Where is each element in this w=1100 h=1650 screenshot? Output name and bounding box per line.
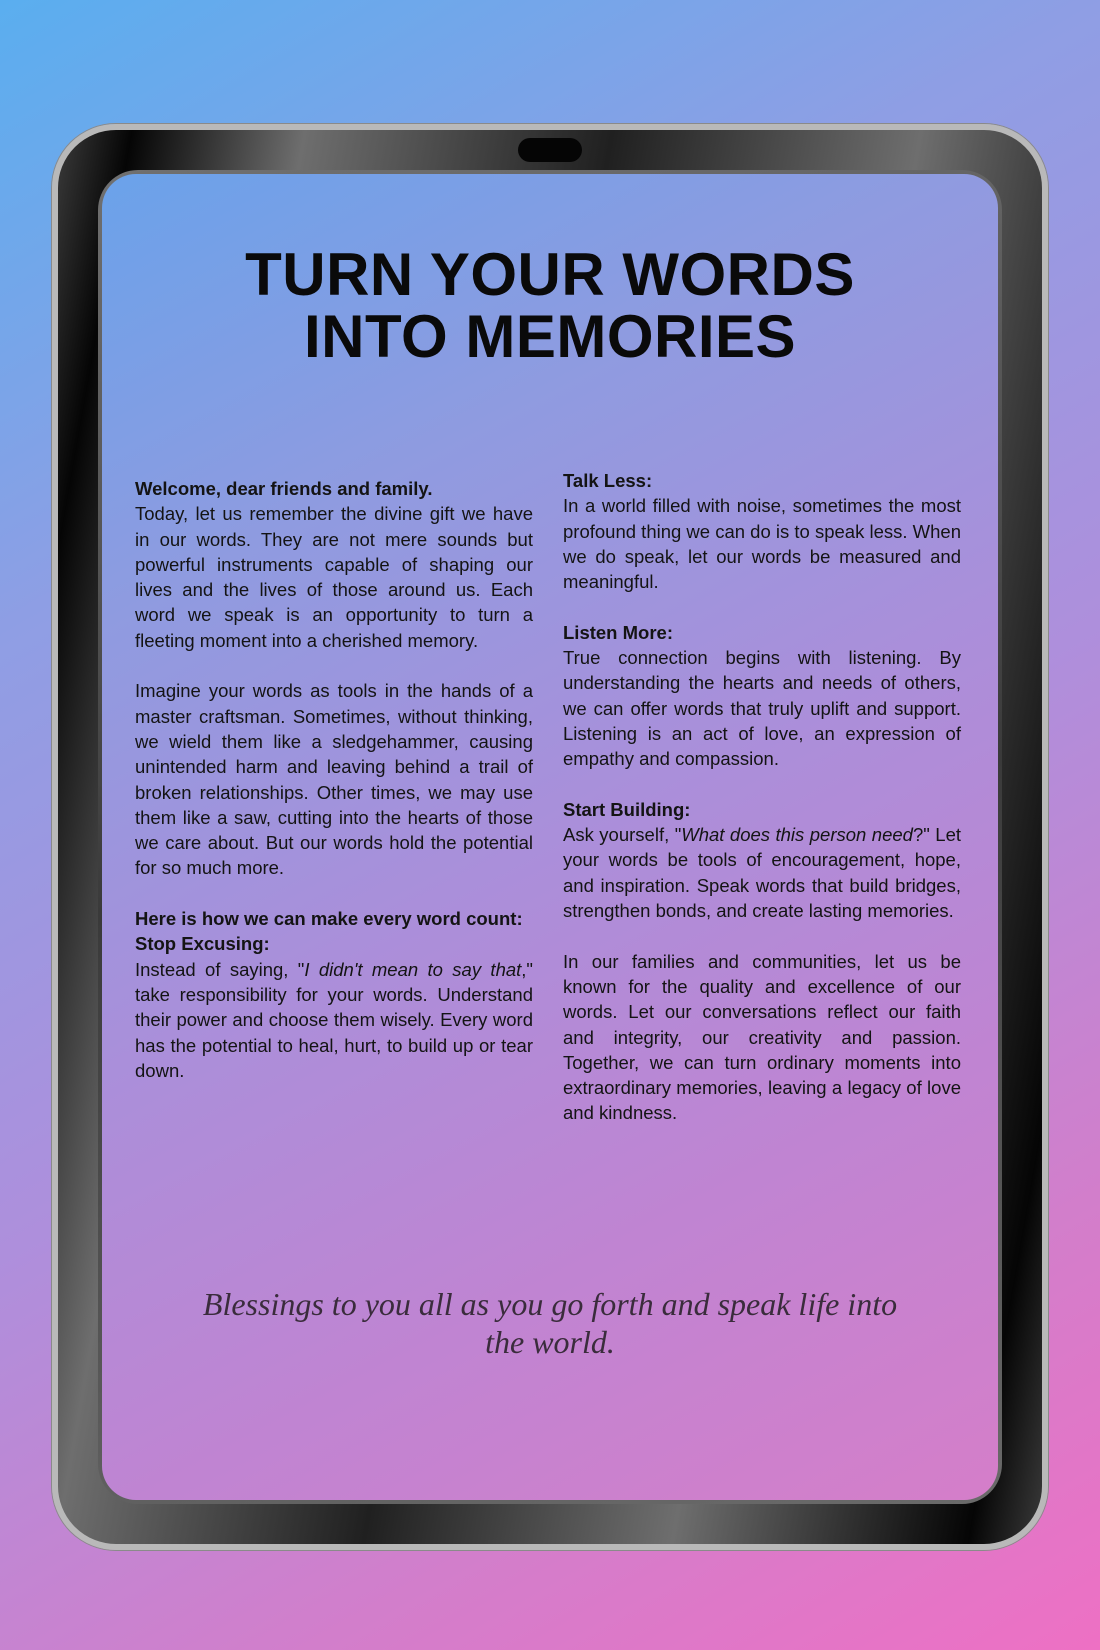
blessing-line-1: Blessings to you all as you go forth and speak life into: [202, 1286, 898, 1322]
title-line-1: TURN YOUR WORDS: [245, 241, 855, 308]
left-column: [135, 476, 533, 1083]
title-line-2: INTO MEMORIES: [303, 303, 797, 370]
blessing-line-2: the world.: [485, 1324, 615, 1360]
how-heading: Here is how we can make every word count:: [135, 908, 523, 930]
talk-less-heading: Talk Less:: [563, 470, 653, 491]
intro-paragraph: Today, let us remember the divine gift we have in our words. They are not mere sounds but powerful instruments capable of shaping our lives and the lives of those around us. Each word we speak is an opportunity to turn a fleeting moment into a cherished memory.: [135, 503, 533, 651]
welcome-heading: Welcome, dear friends and family.: [135, 478, 433, 499]
start-building-paragraph: Ask yourself, "What does this person need?" Let your words be tools of encouragement, hope, and inspiration. Speak words that build bridges, strengthen bonds, and create lasting memories.: [563, 824, 961, 922]
stop-excusing-heading: Stop Excusing:: [135, 933, 270, 955]
start-building-quote: What does this person need: [681, 824, 913, 846]
listen-more-heading: Listen More:: [563, 621, 673, 643]
talk-less-paragraph: In a world filled with noise, sometimes the most profound thing we can do is to speak less. When we do speak, let our words be measured and meaningful.: [563, 495, 961, 593]
camera-notch: [518, 138, 582, 162]
listen-more-paragraph: True connection begins with listening. By understanding the hearts and needs of others, we can offer words that truly uplift and support. Listening is an act of love, an expression of empathy and compassion.: [563, 647, 961, 770]
tablet-screen: [102, 174, 998, 1500]
start-building-heading: Start Building:: [563, 798, 691, 820]
stop-excusing-paragraph: Instead of saying, "I didn't mean to say that," take responsibility for your words. Understand their power and choose them wisely. Every word has the potential to heal, hurt, to build up or tear down.: [135, 958, 534, 1081]
stop-excusing-quote: I didn't mean to say that: [304, 958, 522, 980]
tools-paragraph: Imagine your words as tools in the hands of a master craftsman. Sometimes, without thinking, we wield them like a sledgehammer, causing unintended harm and leaving behind a trail of broken relationships. Other times, we may use them like a saw, cutting into the hearts of those we care about. But our words hold the potential for so much more.: [135, 680, 533, 879]
page-title: [102, 241, 998, 370]
blessing-text: [162, 1285, 938, 1361]
closing-paragraph: In our families and communities, let us be known for the quality and excellence of our words. Let our conversations reflect our faith and integrity, our creativity and passion. Together, we can turn ordinary moments into extraordinary memories, leaving a legacy of love and kindness.: [563, 950, 961, 1124]
right-column: [563, 468, 961, 1126]
